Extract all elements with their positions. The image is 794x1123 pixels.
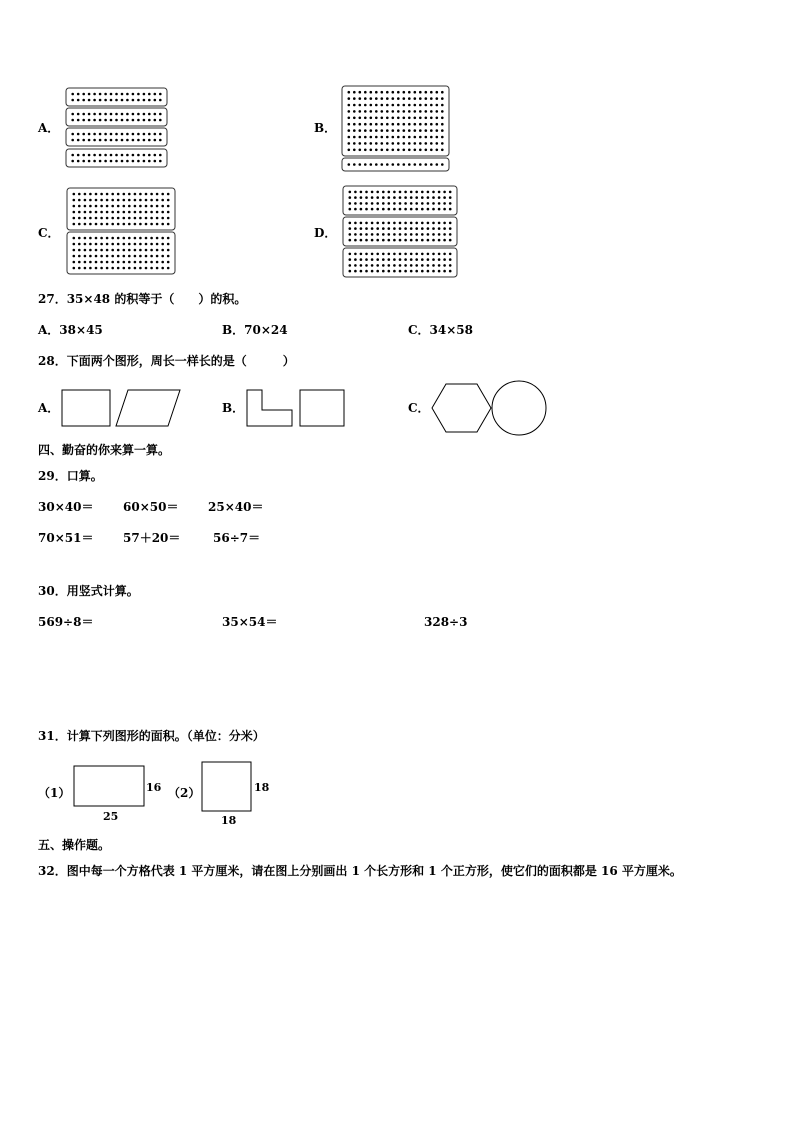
q27-option-c: C．34×58 — [408, 323, 474, 337]
q27-option-b: B．70×24 — [222, 323, 288, 337]
dot-array-figures — [0, 0, 794, 290]
q31-fig2-width: 18 — [221, 814, 237, 827]
q31-fig2-label: （2） — [168, 786, 201, 800]
section-5-title: 五、操作题。 — [38, 838, 111, 852]
option-c-label: C． — [38, 226, 60, 240]
section-4-title: 四、勤奋的你来算一算。 — [38, 443, 171, 457]
dot-block — [67, 232, 175, 274]
q29-item: 60×50＝ — [123, 500, 179, 514]
q29-item: 70×51＝ — [38, 531, 94, 545]
q30-item: 35×54＝ — [222, 615, 278, 629]
q30-item: 328÷3 — [424, 615, 468, 629]
q31-fig1-label: （1） — [38, 786, 71, 800]
q31-fig2-height: 18 — [254, 781, 270, 794]
dot-block — [66, 128, 167, 146]
q29-item: 56÷7＝ — [213, 531, 261, 545]
q30-stem: 30．用竖式计算。 — [38, 584, 139, 598]
q28-c-hexagon — [432, 384, 491, 432]
q31-square-2 — [202, 762, 251, 811]
q28-option-c-label: C． — [408, 401, 430, 415]
dot-block — [66, 88, 167, 106]
dot-block — [66, 149, 167, 167]
q31-fig1-width: 25 — [103, 810, 119, 823]
q28-option-b-label: B． — [222, 401, 245, 415]
q28-stem: 28．下面两个图形，周长一样长的是（ ） — [38, 354, 295, 368]
dot-block — [342, 158, 449, 171]
dot-block — [343, 217, 457, 246]
q29-item: 57＋20＝ — [123, 531, 181, 545]
q30-item: 569÷8＝ — [38, 615, 94, 629]
dot-block — [343, 248, 457, 277]
q28-option-a-label: A． — [38, 401, 60, 415]
option-b-label: B． — [314, 121, 337, 135]
option-d-label: D． — [314, 226, 337, 240]
q28-b-square — [300, 390, 344, 426]
q29-item: 30×40＝ — [38, 500, 94, 514]
q29-item: 25×40＝ — [208, 500, 264, 514]
q31-fig1-height: 16 — [146, 781, 162, 794]
q27-stem: 27．35×48 的积等于（ ）的积。 — [38, 292, 247, 306]
q27-option-a: A．38×45 — [38, 323, 103, 337]
q32-stem: 32．图中每一个方格代表 1 平方厘米，请在图上分别画出 1 个长方形和 1 个正方形，使它们的面积都是 16 平方厘米。 — [38, 864, 682, 878]
q28-a-square — [62, 390, 110, 426]
q29-stem: 29．口算。 — [38, 469, 103, 483]
q28-b-l-shape — [247, 390, 292, 426]
dot-block — [342, 86, 449, 156]
q31-rectangle-1 — [74, 766, 144, 806]
option-a-label: A． — [38, 121, 60, 135]
q31-stem: 31．计算下列图形的面积。（单位：分米） — [38, 729, 265, 743]
dot-block — [67, 188, 175, 230]
q28-c-circle — [492, 381, 546, 435]
dot-block — [66, 108, 167, 126]
dot-block — [343, 186, 457, 215]
q28-a-parallelogram — [116, 390, 180, 426]
